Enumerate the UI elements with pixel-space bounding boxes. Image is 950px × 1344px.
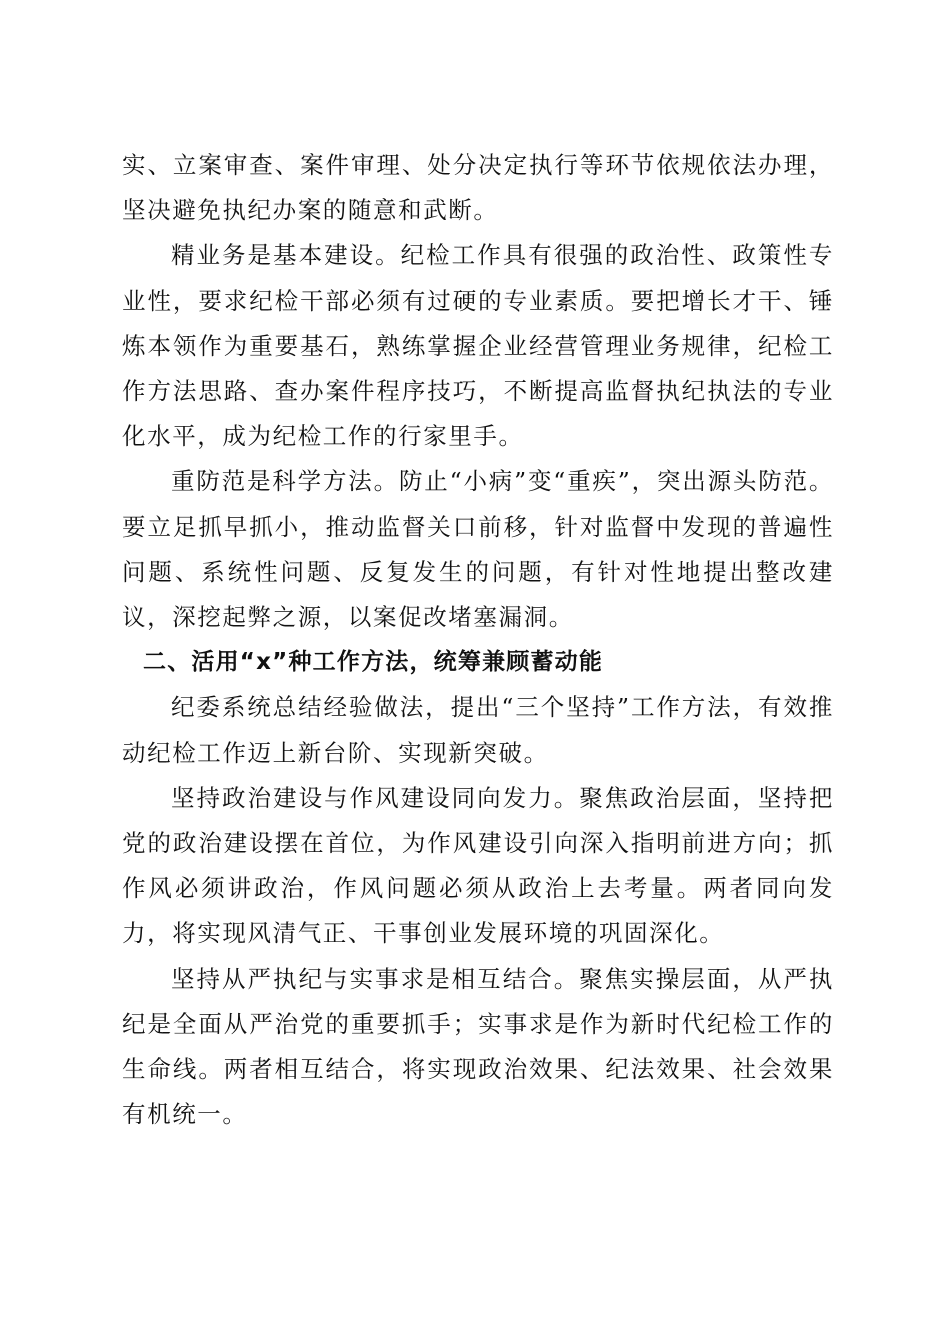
document-body [122,143,834,1137]
section-heading: 二、活用“x”种工作方法，统筹兼顾蓄动能 [143,649,604,676]
paragraph-continuation: 实、立案审查、案件审理、处分决定执行等环节依规依法办理，坚决避免执纪办案的随意和武断。 [122,151,834,225]
paragraph-professional-business: 精业务是基本建设。纪检工作具有很强的政治性、政策性专业性，要求纪检干部必须有过硬的专业素质。要把增长才干、锤炼本领作为重要基石，熟练掌握企业经营管理业务规律，纪检工作方法思路、查办案件程序技巧，不断提高监督执纪执法的专业化水平，成为纪检工作的行家里手。 [122,241,834,451]
paragraph-strict-discipline: 坚持从严执纪与实事求是相互结合。聚焦实操层面，从严执纪是全面从严治党的重要抓手；实事求是作为新时代纪检工作的生命线。两者相互结合，将实现政治效果、纪法效果、社会效果有机统一。 [122,964,834,1129]
paragraph-political-construction: 坚持政治建设与作风建设同向发力。聚焦政治层面，坚持把党的政治建设摆在首位，为作风建设引向深入指明前进方向；抓作风必须讲政治，作风问题必须从政治上去考量。两者同向发力，将实现风清气正、干事创业发展环境的巩固深化。 [122,783,834,948]
paragraph-methods-intro: 纪委系统总结经验做法，提出“三个坚持”工作方法，有效推动纪检工作迈上新台阶、实现新突破。 [122,693,834,767]
paragraph-prevention: 重防范是科学方法。防止“小病”变“重疾”，突出源头防范。要立足抓早抓小，推动监督关口前移，针对监督中发现的普遍性问题、系统性问题、反复发生的问题，有针对性地提出整改建议，深挖起弊之源，以案促改堵塞漏洞。 [122,467,834,632]
